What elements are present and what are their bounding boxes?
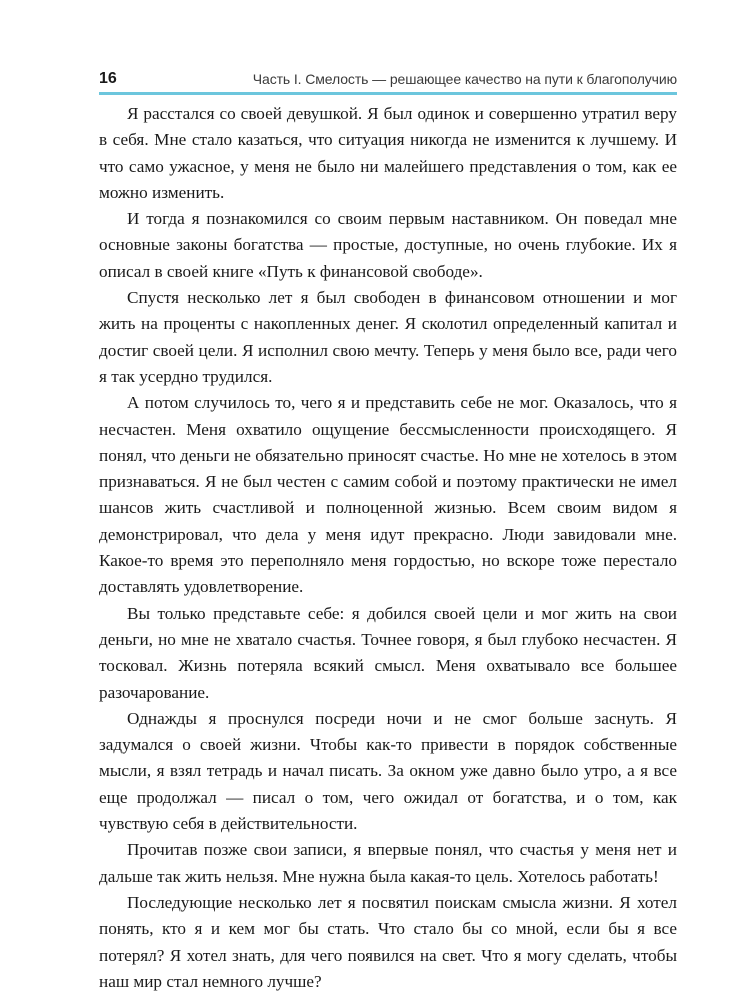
paragraph-2: И тогда я познакомился со своим первым наставником. Он поведал мне основные законы богатства — простые, доступные, но очень глубокие. Их я описал в своей книге «Путь к финансовой свободе». — [99, 209, 677, 281]
page-number: 16 — [99, 70, 117, 87]
body-text — [99, 101, 677, 995]
paragraph-5: Вы только представьте себе: я добился своей цели и мог жить на свои деньги, но мне не хватало счастья. Точнее говоря, я был глубоко несчастен. Я тосковал. Жизнь потеряла всякий смысл. Меня охватывало все большее разочарование. — [99, 603, 677, 702]
paragraph-8: Последующие несколько лет я посвятил поискам смысла жизни. Я хотел понять, кто я и кем мог бы стать. Что стало бы со мной, если бы я все потерял? Я хотел знать, для чего появился на свет. Что я могу сделать, чтобы наш мир стал немного лучше? — [99, 892, 677, 991]
section-title: Часть I. Смелость — решающее качество на пути к благополучию — [252, 71, 677, 87]
paragraph-7: Прочитав позже свои записи, я впервые понял, что счастья у меня нет и дальше так жить нельзя. Мне нужна была какая-то цель. Хотелось работать! — [99, 840, 677, 886]
running-header — [99, 60, 677, 95]
paragraph-3: Спустя несколько лет я был свободен в финансовом отношении и мог жить на проценты с накопленных денег. Я сколотил определенный капитал и достиг своей цели. Я исполнил свою мечту. Теперь у меня было все, ради чего я так усердно трудился. — [99, 288, 677, 386]
paragraph-1: Я расстался со своей девушкой. Я был одинок и совершенно утратил веру в себя. Мне стало казаться, что ситуация никогда не изменится к лучшему. И что само ужасное, у меня не было ни малейшего представления о том, как ее можно изменить. — [99, 104, 677, 202]
paragraph-6: Однажды я проснулся посреди ночи и не смог больше заснуть. Я задумался о своей жизни. Чтобы как-то привести в порядок собственные мысли, я взял тетрадь и начал писать. За окном уже давно было утро, а я все еще продолжал — писал о том, чего ожидал от богатства, и о том, как чувствую себя в действительности. — [99, 708, 677, 834]
paragraph-4: А потом случилось то, чего я и представить себе не мог. Оказалось, что я несчастен. Меня охватило ощущение бессмысленности происходящего. Я понял, что деньги не обязательно приносят счастье. Но мне не хотелось в этом признаваться. Я не был честен с самим собой и поэтому практически не имел шансов жить счастливой и полноценной жизнью. Всем своим видом я демонстрировал, что дела у меня идут прекрасно. Люди завидовали мне. Какое-то время это переполняло меня гордостью, но вскоре тоже перестало доставлять удовлетворение. — [99, 393, 677, 597]
